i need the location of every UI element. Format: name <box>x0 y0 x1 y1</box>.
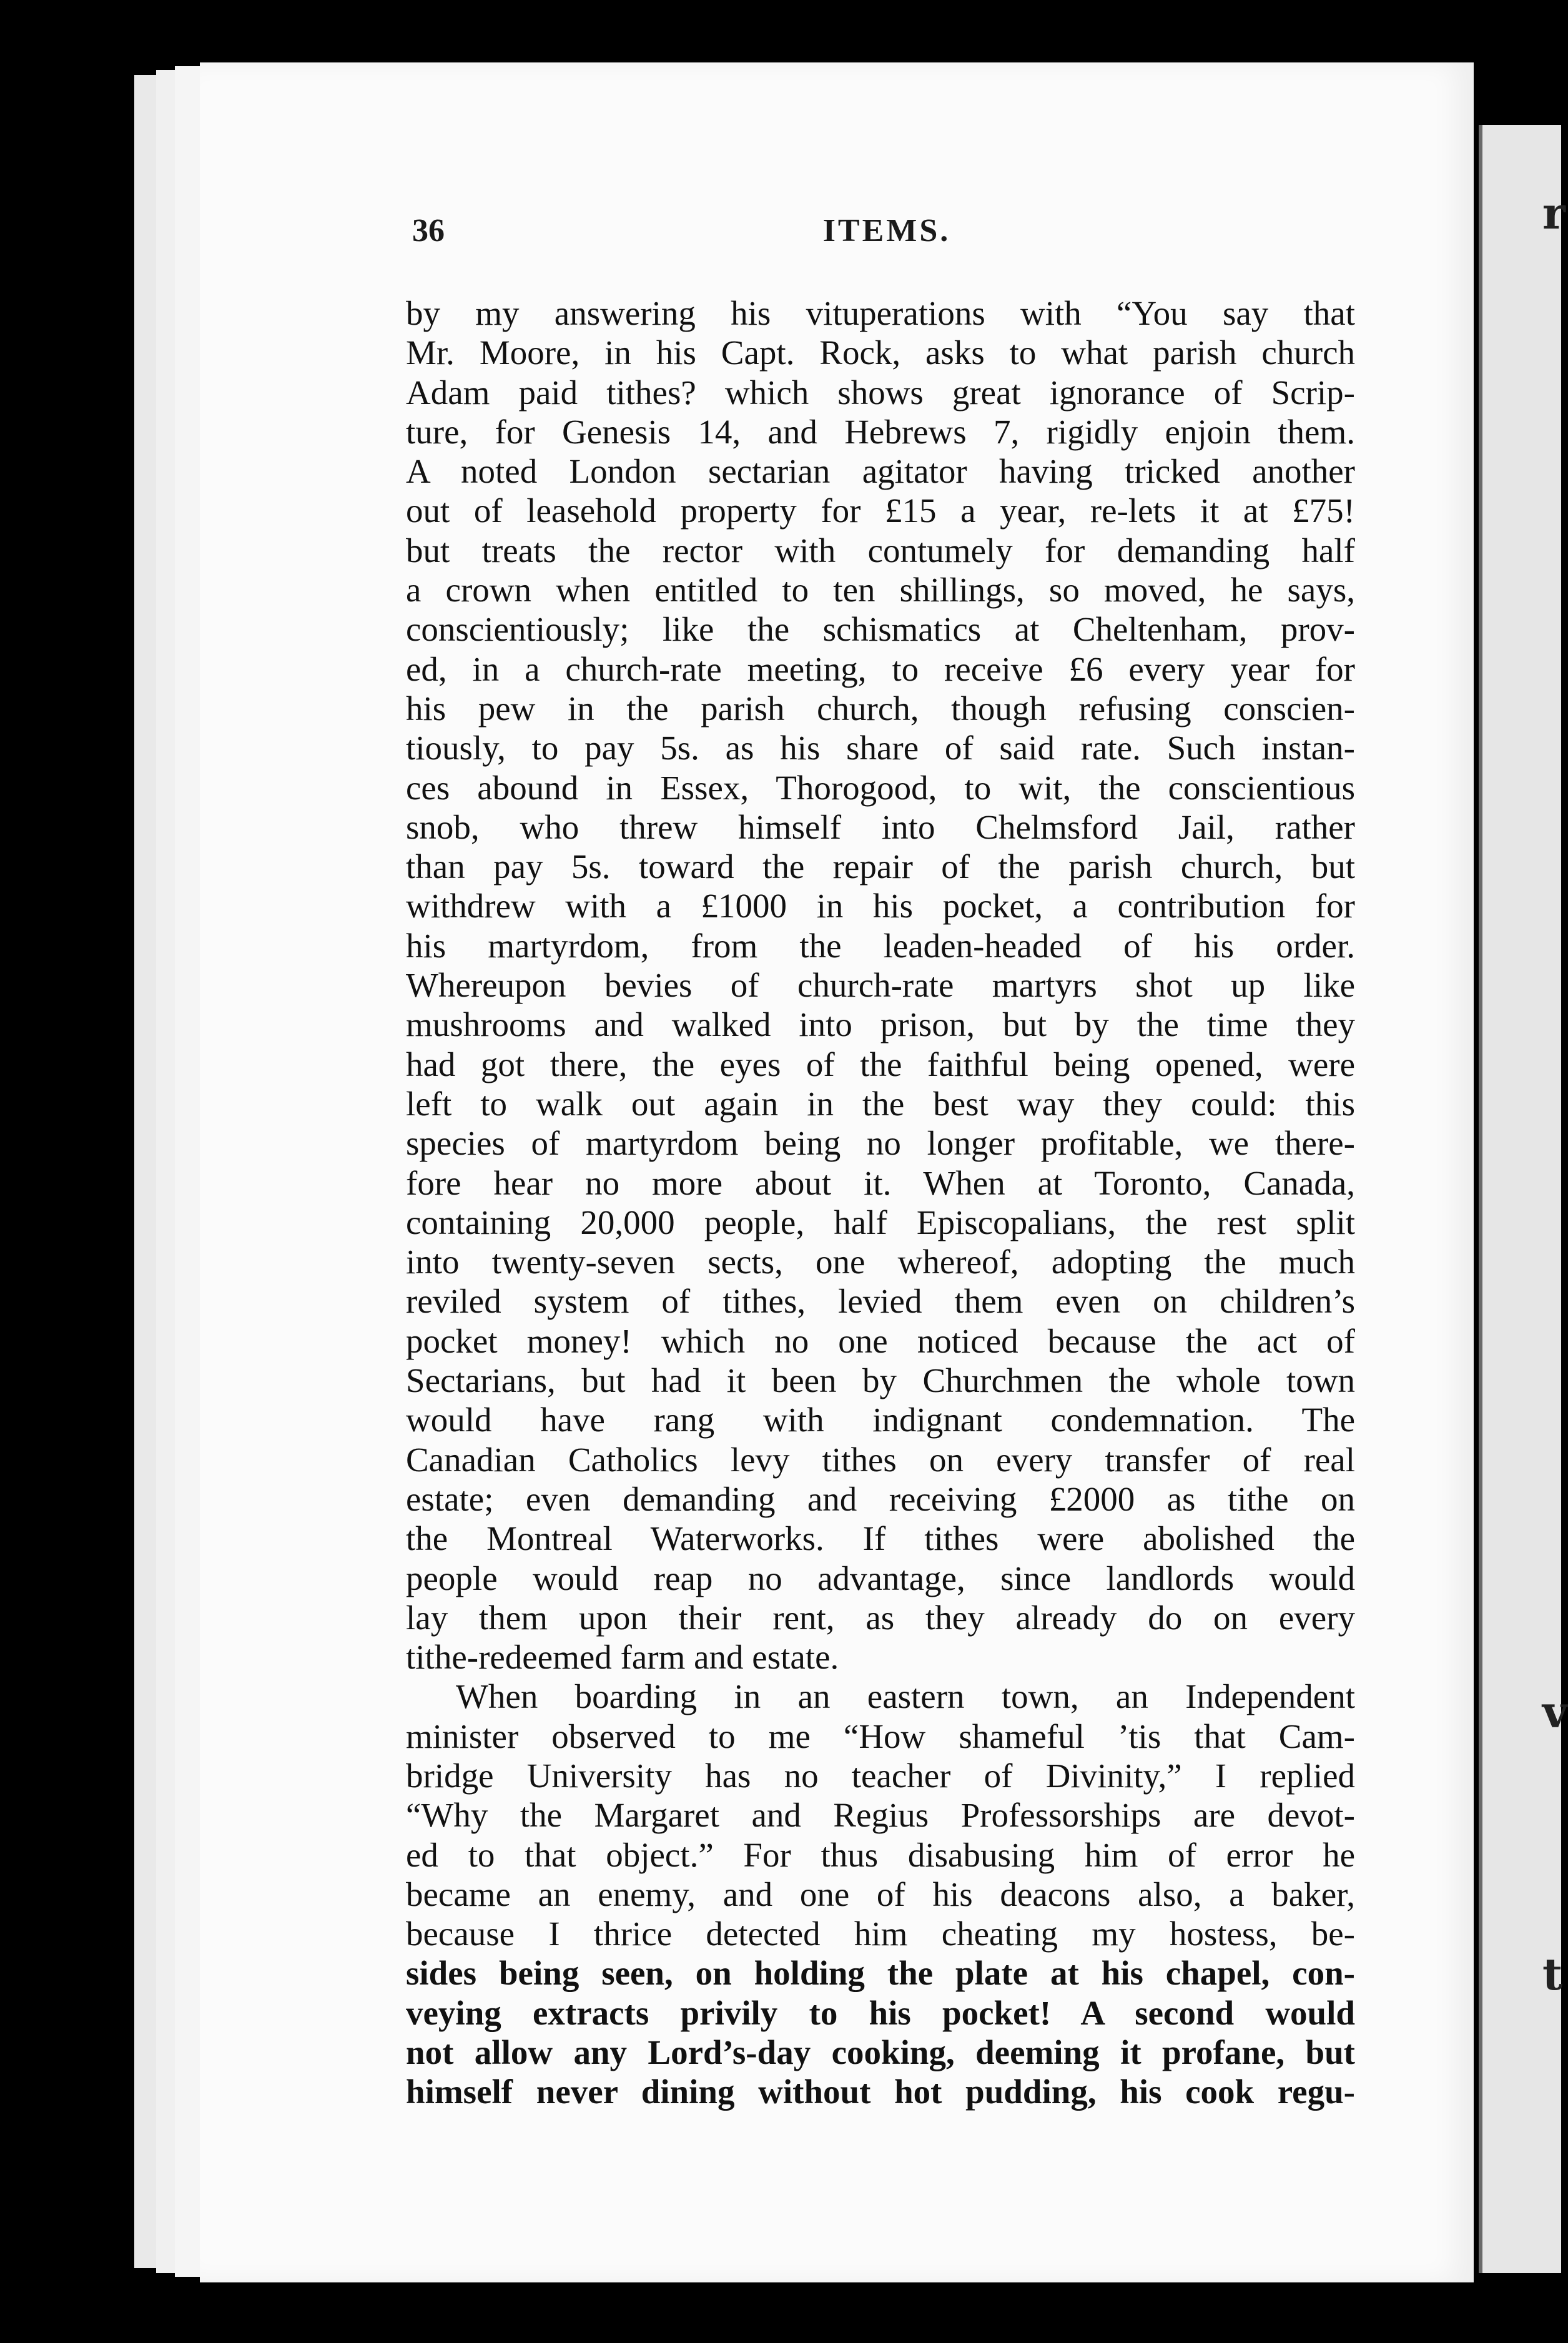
text-line: Sectarians, but had it been by Churchmen the whole town <box>406 1361 1355 1400</box>
text-line: by my answering his vituperations with “You say that <box>406 294 1355 332</box>
text-line: out of leasehold property for £15 a year, re-lets it at £75! <box>406 491 1355 530</box>
text-line: snob, who threw himself into Chelmsford Jail, rather <box>406 807 1355 846</box>
text-line: became an enemy, and one of his deacons also, a baker, <box>406 1875 1355 1913</box>
text-line: pocket money! which no one noticed because the act of <box>406 1321 1355 1360</box>
text-line: tithe-redeemed farm and estate. <box>406 1638 839 1677</box>
text-line: Canadian Catholics levy tithes on every transfer of real <box>406 1440 1355 1479</box>
text-line: species of martyrdom being no longer profitable, we there- <box>406 1124 1355 1163</box>
text-line: into twenty-seven sects, one whereof, adopting the much <box>406 1243 1355 1281</box>
text-line: ed to that object.” For thus disabusing him of error he <box>406 1835 1355 1874</box>
text-line: When boarding in an eastern town, an Independent <box>456 1677 1355 1716</box>
text-line: but treats the rector with contumely for demanding half <box>406 531 1355 570</box>
text-line: “Why the Margaret and Regius Professorships are devot- <box>406 1796 1355 1835</box>
text-line: lay them upon their rent, as they already do on every <box>406 1598 1355 1637</box>
text-line: his pew in the parish church, though refusing conscien- <box>406 689 1355 728</box>
facing-page-glyph: t <box>1542 1948 1563 2000</box>
text-line: a crown when entitled to ten shillings, so moved, he says, <box>406 571 1355 609</box>
text-line: minister observed to me “How shameful ’tis that Cam- <box>406 1717 1355 1755</box>
text-line: veying extracts privily to his pocket! A second would <box>406 1993 1355 2032</box>
text-line: left to walk out again in the best way they could: this <box>406 1084 1355 1123</box>
text-line: the Montreal Waterworks. If tithes were abolished the <box>406 1519 1355 1558</box>
text-line: withdrew with a £1000 in his pocket, a contribution for <box>406 887 1355 925</box>
text-line: Mr. Moore, in his Capt. Rock, asks to what parish church <box>406 333 1355 372</box>
text-line: reviled system of tithes, levied them even on children’s <box>406 1282 1355 1321</box>
text-line: tiously, to pay 5s. as his share of said rate. Such instan- <box>406 729 1355 767</box>
text-line: Whereupon bevies of church-rate martyrs shot up like <box>406 966 1355 1005</box>
text-line: containing 20,000 people, half Episcopalians, the rest split <box>406 1203 1355 1241</box>
text-line: than pay 5s. toward the repair of the parish church, but <box>406 847 1355 886</box>
text-line: his martyrdom, from the leaden-headed of his order. <box>406 926 1355 965</box>
text-line: ed, in a church-rate meeting, to receive £6 every year for <box>406 649 1355 688</box>
text-line: A noted London sectarian agitator having tricked another <box>406 452 1355 491</box>
text-line: Adam paid tithes? which shows great ignorance of Scrip- <box>406 373 1355 412</box>
text-line: ture, for Genesis 14, and Hebrews 7, rigidly enjoin them. <box>406 412 1355 451</box>
facing-page-glyph: v <box>1542 1686 1568 1738</box>
text-line: people would reap no advantage, since landlords would <box>406 1559 1355 1597</box>
text-line: ces abound in Essex, Thorogood, to wit, the conscientious <box>406 768 1355 807</box>
body-text <box>406 293 1355 2112</box>
text-line: mushrooms and walked into prison, but by the time they <box>406 1005 1355 1044</box>
text-line: himself never dining without hot pudding, his cook regu- <box>406 2073 1355 2111</box>
running-head <box>412 212 1361 262</box>
page-number: 36 <box>412 213 445 249</box>
text-line: not allow any Lord’s-day cooking, deeming it profane, but <box>406 2033 1355 2072</box>
text-line: conscientiously; like the schismatics at Cheltenham, prov- <box>406 610 1355 649</box>
text-line: fore hear no more about it. When at Toronto, Canada, <box>406 1163 1355 1202</box>
text-line: bridge University has no teacher of Divinity,” I replied <box>406 1756 1355 1795</box>
text-line: sides being seen, on holding the plate at his chapel, con- <box>406 1954 1355 1993</box>
text-line: because I thrice detected him cheating my hostess, be- <box>406 1915 1355 1953</box>
facing-page-glyph: r <box>1542 187 1566 239</box>
text-line: would have rang with indignant condemnation. The <box>406 1401 1355 1439</box>
page-title: ITEMS. <box>822 213 951 249</box>
text-line: had got there, the eyes of the faithful being opened, were <box>406 1045 1355 1083</box>
text-line: estate; even demanding and receiving £2000 as tithe on <box>406 1479 1355 1518</box>
